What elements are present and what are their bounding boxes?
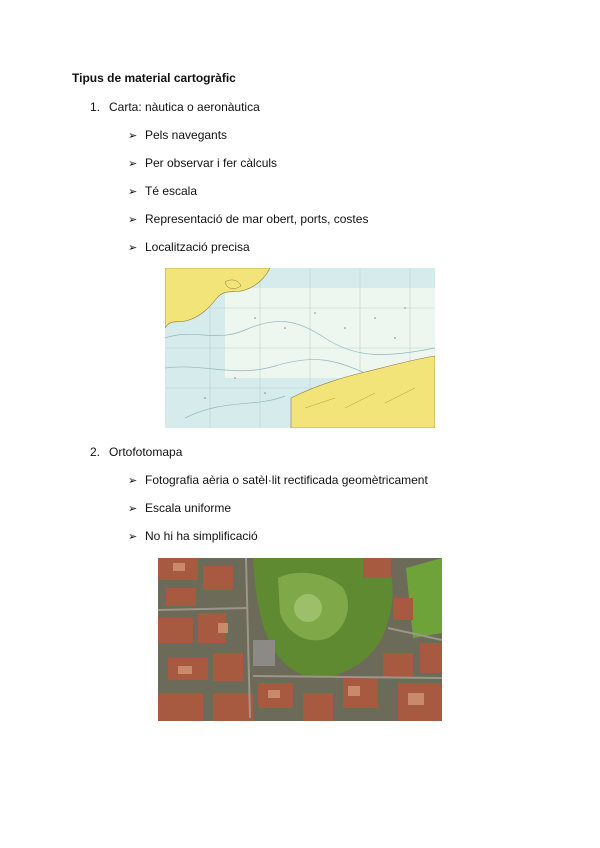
- section-number: 2.: [90, 445, 101, 459]
- list-item: ➢ Representació de mar obert, ports, costes: [128, 212, 369, 226]
- arrow-bullet-icon: ➢: [128, 531, 138, 543]
- list-item: ➢ Fotografia aèria o satèl·lit rectificada geomètricament: [128, 473, 428, 487]
- arrow-bullet-icon: ➢: [128, 214, 138, 226]
- arrow-bullet-icon: ➢: [128, 503, 138, 515]
- list-item: ➢ Escala uniforme: [128, 501, 232, 515]
- arrow-bullet-icon: ➢: [128, 186, 138, 198]
- section-title: Carta: nàutica o aeronàutica: [109, 100, 260, 114]
- list-item: ➢ Té escala: [128, 184, 198, 198]
- arrow-bullet-icon: ➢: [128, 242, 138, 254]
- document-title: Tipus de material cartogràfic: [72, 71, 236, 85]
- section-1-heading: [90, 100, 260, 114]
- section-2-heading: [90, 445, 182, 459]
- arrow-bullet-icon: ➢: [128, 130, 138, 142]
- list-item: ➢ No hi ha simplificació: [128, 529, 258, 543]
- arrow-bullet-icon: ➢: [128, 158, 138, 170]
- list-item: ➢ Localització precisa: [128, 240, 250, 254]
- orthophoto-image: [158, 558, 442, 721]
- section-number: 1.: [90, 100, 101, 114]
- list-item: ➢ Per observar i fer càlculs: [128, 156, 278, 170]
- list-item: ➢ Pels navegants: [128, 128, 228, 142]
- arrow-bullet-icon: ➢: [128, 475, 138, 487]
- section-title: Ortofotomapa: [109, 445, 183, 459]
- nautical-chart-image: [165, 268, 435, 428]
